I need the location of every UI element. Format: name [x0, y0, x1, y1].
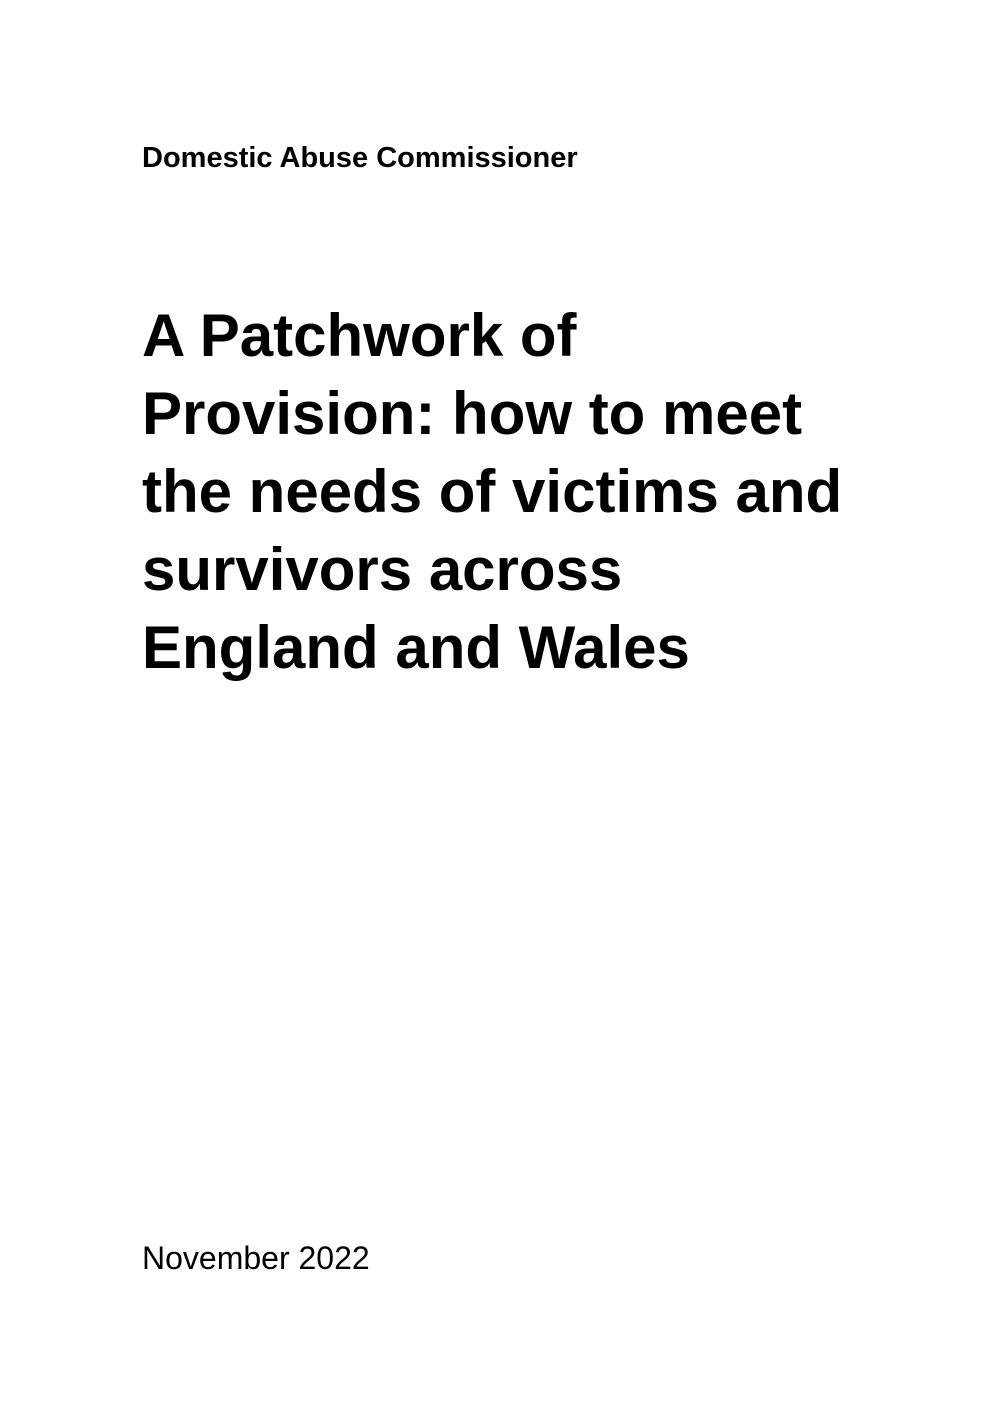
publication-date: November 2022: [142, 1240, 370, 1276]
document-title: [142, 297, 922, 687]
title-line-2: Provision: how to meet: [142, 380, 803, 447]
organization-name: Domestic Abuse Commissioner: [142, 142, 578, 174]
title-line-1: A Patchwork of: [142, 302, 577, 369]
title-line-4: survivors across: [142, 536, 623, 603]
title-line-3: the needs of victims and: [142, 458, 843, 525]
title-line-5: England and Wales: [142, 614, 690, 681]
